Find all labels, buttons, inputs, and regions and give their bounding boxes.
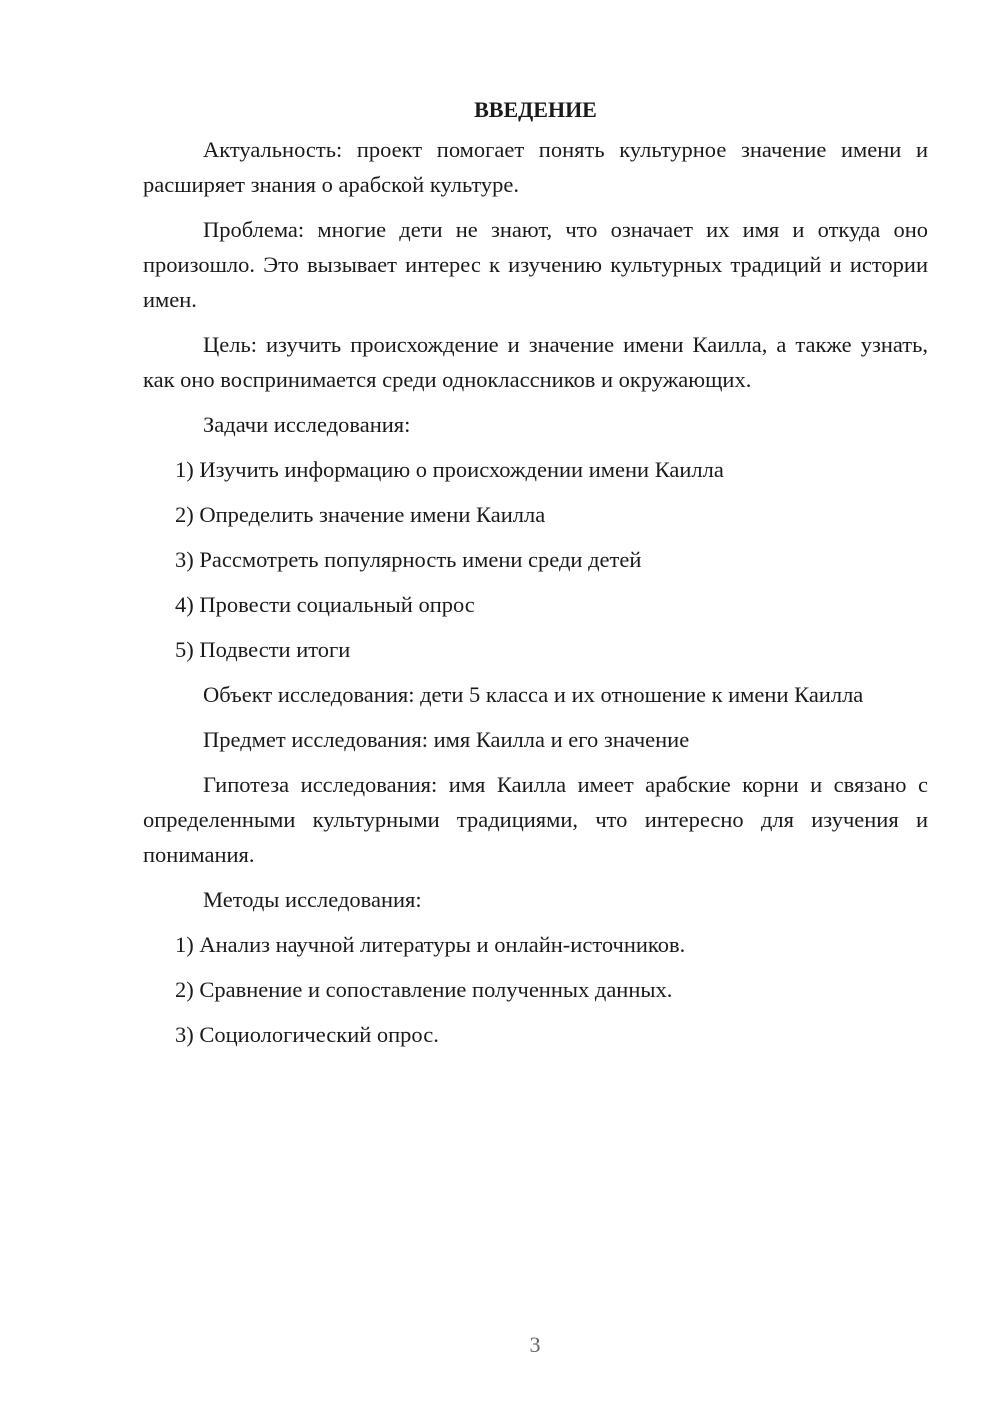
relevance-paragraph: Актуальность: проект помогает понять культурное значение имени и расширяет знания о арабской культуре. <box>143 137 928 197</box>
tasks-heading: Задачи исследования: <box>203 412 411 437</box>
problem-paragraph: Проблема: многие дети не знают, что означает их имя и откуда оно произошло. Это вызывает интерес к изучению культурных традиций и истории имен. <box>143 217 928 312</box>
list-item: 3) Рассмотреть популярность имени среди детей <box>175 547 642 572</box>
list-item: 2) Сравнение и сопоставление полученных данных. <box>175 977 673 1002</box>
goal-paragraph: Цель: изучить происхождение и значение имени Каилла, а также узнать, как оно воспринимается среди одноклассников и окружающих. <box>143 332 928 392</box>
hypothesis-paragraph: Гипотеза исследования: имя Каилла имеет арабские корни и связано с определенными культурными традициями, что интересно для изучения и понимания. <box>143 772 928 867</box>
page-number: 3 <box>529 1332 541 1357</box>
tasks-list <box>143 452 928 667</box>
document-page <box>143 92 928 1062</box>
list-item: 1) Изучить информацию о происхождении имени Каилла <box>175 457 724 482</box>
methods-heading: Методы исследования: <box>203 887 422 912</box>
object-paragraph: Объект исследования: дети 5 класса и их отношение к имени Каилла <box>203 682 864 707</box>
list-item: 5) Подвести итоги <box>175 637 351 662</box>
list-item: 1) Анализ научной литературы и онлайн-источников. <box>175 932 686 957</box>
list-item: 2) Определить значение имени Каилла <box>175 502 546 527</box>
subject-paragraph: Предмет исследования: имя Каилла и его значение <box>203 727 690 752</box>
list-item: 3) Социологический опрос. <box>175 1022 439 1047</box>
methods-list <box>143 927 928 1052</box>
page-title: ВВЕДЕНИЕ <box>474 97 597 122</box>
list-item: 4) Провести социальный опрос <box>175 592 475 617</box>
